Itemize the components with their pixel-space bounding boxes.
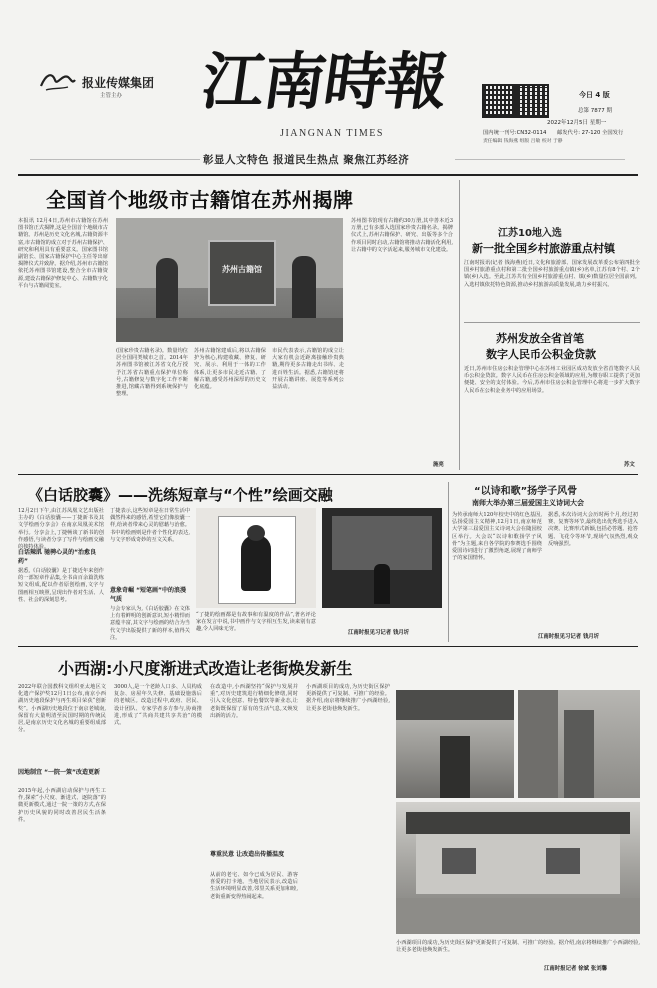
street-house-window-2 [546, 848, 580, 874]
street-sub-1: 因地制宜 “一院一策”改造更新 [18, 769, 100, 776]
right-column-divider [459, 180, 460, 470]
staff-line: 责任编辑 钱海燕 组版 吕敏 校对 于静 [483, 139, 563, 144]
street-byline: 江南时报记者 徐斌 张刘馨 [544, 966, 608, 972]
lead-col-5: 市民代表表示,古籍馆的成立让大家有机会近距离接触珍贵典籍,期待更多古籍走出书库、走进百姓生活。据悉,古籍馆还将开展古籍讲座、展览等系列公益活动。 [272, 348, 344, 391]
lead-col-4: 苏州古籍馆建成后,将以古籍保护为核心,构建收藏、修复、研究、展示、利用于一体的工作体系,让更多市民走近古籍、了解古籍,感受苏州深厚的历史文化底蕴。 [194, 348, 266, 391]
tourism-divider [464, 322, 640, 323]
artwork-head [247, 525, 265, 541]
tourism-body: 江南时报讯(记者 钱海燕)近日,文化和旅游部、国家发展改革委公布第四批全国乡村旅游重点村和第二批全国乡村旅游重点镇(乡)名单,江苏有8个村、2个镇(乡)入选。至此,江苏共有全国乡村旅游重点村、镇(乡)数量位居全国前列。入选村镇依托特色资源,推动乡村旅游高质量发展,助力乡村振兴。 [464, 260, 640, 288]
qr-code-1 [482, 84, 516, 118]
issue-number: 总第 7877 期 [578, 108, 612, 114]
paper-title-en: JIANGNAN TIMES [280, 128, 384, 139]
edition-count: 今日 4 版 [579, 91, 610, 99]
street-pavement [396, 898, 640, 934]
group-name: 报业传媒集团 [82, 76, 155, 90]
artwork-figure [241, 535, 271, 591]
tourism-kicker: 江苏10地入选 [498, 228, 562, 239]
lead-story [18, 178, 453, 470]
issue-date: 2022年12月5日 星期一 [547, 120, 607, 126]
slogan-left-rule [30, 159, 200, 160]
poetry-col-1: 为传承南师大120年校史中的红色基因,弘扬爱国主义精神,12月1日,南京师范大学第三届爱国主义诗词大会在随园校区举行。大会以“以诗和歌扬学子风骨”为主题,来自各学院的参赛选手围绕爱国诗词进行了激烈角逐,展现了南师学子的家国情怀。 [452, 512, 542, 562]
poetry-story [452, 482, 640, 642]
tourism-story [464, 224, 640, 308]
street-col-6: 小西湖项目的成功,为历史街区保护更新提供了可复制、可推广的经验。据介绍,南京将继续推广小西湖经验,让更多老街巷焕发新生。 [306, 684, 390, 712]
street-alley [564, 710, 594, 798]
comic-byline: 江南时报见习记者 钱月圻 [348, 630, 410, 636]
slogan-bar [0, 150, 657, 170]
photo-sign-board [208, 240, 276, 306]
digital-rmb-story [464, 328, 640, 470]
street-caption: 小西湖项目的成功,为历史街区保护更新提供了可复制、可推广的经验。据介绍,南京将继续推广小西湖经验,让更多老街巷焕发新生。 [396, 940, 640, 954]
lead-col-1: 本报讯 12月4日,苏州市古籍馆在苏州图书馆正式揭牌,这是全国首个地级市古籍馆。苏州是历史文化名城,古籍资源丰富,市古籍馆的成立对于苏州古籍保护、研究和利用具有重要意义。国家图书馆副馆长、国家古籍保护中心主任等出席揭牌仪式并致辞。据介绍,苏州市古籍馆依托苏州图书馆建设,整合全市古籍资源,建设古籍保护修复中心、古籍数字化平台与古籍阅览室。 [18, 218, 108, 289]
postal-code: 邮发代号: 27-120 全国发行 [557, 130, 624, 136]
masthead-divider [18, 174, 638, 176]
stage-speaker [374, 564, 390, 604]
slogan-right-rule [455, 159, 625, 160]
comic-col-4: 与会专家认为,《白话胶囊》在文体上有着鲜明的创新意识,短小精悍而意蕴丰富,其文字与绘画的结合为当代文学出版提供了新的样本,值得关注。 [110, 606, 190, 641]
slogan-text: 彰显人文特色 报道民生热点 聚焦江苏经济 [203, 154, 410, 166]
artwork-frame [218, 516, 296, 604]
stage-screen [332, 516, 432, 570]
lead-col-3: (国家珍贵古籍名录)。数量均位居全国同类城市之首。2014年苏州图书馆被江苏省文化厅授予江苏省古籍重点保护单位称号,古籍修复与数字化工作不断推进,馆藏古籍得到系统保护与整理。 [116, 348, 188, 398]
street-photo-2 [518, 690, 640, 798]
poetry-kicker: “以诗和歌”扬学子风骨 [474, 486, 578, 497]
street-col-2: 2015年起,小西湖启动保护与再生工作,探索“小尺度、渐进式、逐院落”的微更新模式,通过一院一策的方式,在保护历史风貌的同时改善居民生活条件。 [18, 788, 106, 823]
masthead [0, 0, 657, 174]
poetry-col-2: 据悉,本次诗词大会历时两个月,经过初赛、复赛等环节,最终选出优秀选手进入决赛。比赛形式新颖,包括必答题、抢答题、飞花令等环节,现场气氛热烈,观众反响强烈。 [548, 512, 638, 547]
qr-code-2 [515, 84, 549, 118]
street-photo-3 [396, 802, 640, 934]
lead-headline: 全国首个地级市古籍馆在苏州揭牌 [46, 188, 354, 212]
tourism-headline: 新一批全国乡村旅游重点村镇 [472, 242, 615, 255]
street-house-window-1 [442, 848, 476, 874]
comic-col-1: 12月2日下午,由江苏凤凰文艺出版社主办的《白话胶囊——丁捷新书及其文学绘画分享会》在南京凤凰美术馆举行。分享会上,丁捷畅谈了新书的创作感悟,与读者分享了写作与绘画交融的独特体验。 [18, 508, 104, 551]
comic-col-5: “了捷的绘画都是有故事和有温度的作品”,著名评论家在发言中说,书中画作与文字相互生发,读来别有意趣,令人回味无穷。 [196, 612, 316, 633]
mid-divider [18, 474, 638, 475]
street-story [18, 650, 640, 975]
group-logo [38, 68, 188, 108]
photo-table [116, 318, 343, 342]
digital-rmb-body: 近日,苏州市住房公积金管理中心在苏州工业园区成功发放全省首笔数字人民币公积金贷款。数字人民币在住房公积金领域的应用,为缴存职工提供了更加便捷、安全的支付体验。今后,苏州市住房公积金管理中心将进一步扩大数字人民币在公积金业务中的应用场景。 [464, 366, 640, 394]
street-col-4: 在改造中,小西湖坚持“保护与发展并重”,对历史建筑进行精细化修缮,同时引入文化创意、特色餐饮等新业态,让老街既保留了原有的生活气息,又焕发出新的活力。 [210, 684, 298, 719]
street-wall-left [518, 690, 558, 798]
digital-rmb-headline-1: 苏州发放全省首笔 [496, 332, 584, 345]
digital-rmb-headline-2: 数字人民币公积金贷款 [486, 348, 596, 361]
street-sub-2: 尊重民意 让改造出传播温度 [210, 851, 285, 858]
street-headline: 小西湖:小尺度渐进式改造让老街焕发新生 [58, 659, 353, 678]
street-photo-1 [396, 690, 514, 798]
poetry-byline: 江南时报见习记者 钱月圻 [538, 634, 600, 640]
street-house-roof [406, 812, 630, 834]
street-doorway [440, 736, 470, 798]
photo-sign-text: 苏州古籍馆 [222, 264, 262, 274]
paper-title: 江南時報 [197, 45, 452, 118]
comic-headline: 《白话胶囊》——洗练短章与“个性”绘画交融 [28, 486, 333, 504]
comic-col-3: 丁捷表示,这些短章是在日常生活中偶然得来的感悟,希望它们像胶囊一样,给读者带来心灵的慰藉与治愈。书中的绘画则是作者个性化的表达,与文字形成奇妙的互文关系。 [110, 508, 190, 543]
street-col-3: 3000人,是一个老龄人口多、人员构成复杂、房屋年久失修、基础设施落后的老城区。改造过程中,政府、居民、设计团队、专家学者多方参与,协商推进,形成了“共商共建共享共治”的模式。 [114, 684, 202, 727]
street-roof [396, 690, 514, 720]
xinhua-script-icon [38, 68, 78, 94]
digital-rmb-byline: 苏文 [624, 462, 635, 468]
poetry-divider [448, 482, 449, 642]
comic-story [18, 478, 443, 640]
comic-sub-2: 意象奇崛 “短笔画”中的浪漫气质 [110, 587, 186, 603]
cn-number: 国内统一刊号:CN32-0114 [483, 130, 547, 136]
street-col-1: 2022年联合国教科文组织亚太地区文化遗产保护奖12月1日公布,南京小西湖历史地段保护与再生项目荣获“创新奖”。小西湖历史地段位于南京老城南,保留有大量明清至民国时期的传统民居,是南京历史文化名城的重要组成部分。 [18, 684, 106, 734]
comic-photo [196, 508, 316, 608]
group-sub: 主管主办 [100, 93, 123, 99]
lead-byline: 施亮 [433, 462, 444, 468]
poetry-headline: 南师大举办第三届爱国主义诗词大会 [472, 499, 584, 507]
lead-photo [116, 218, 343, 342]
lead-col-2: 苏州图书馆现有古籍约30万册,其中善本近3万册,已有多部入选国家珍贵古籍名录。揭牌仪式上,苏州古籍保护、研究、出版等多个合作项目同时启动,古籍馆将推动古籍活化利用,让古籍中的文字活起来,服务城市文化建设。 [351, 218, 453, 253]
comic-col-2: 据悉,《白话胶囊》是丁捷近年来创作的一部短章作品集,全书由百余篇洗练短文组成,配以作者原创绘画,文字与图画相互映照,呈现出作者对生活、人性、社会的深刻思考。 [18, 568, 104, 603]
comic-photo-2 [322, 508, 442, 608]
bottom-divider [18, 646, 638, 647]
comic-sub-1: 白话辣肌 驰骋心灵的“治愈良药” [18, 549, 97, 565]
street-col-5: 从前的老宅、如今已成为居民、游客喜爱的打卡地。当地居民表示,改造后生活环境明显改善,邻里关系更加和睦,老街重新变得热闹起来。 [210, 872, 298, 900]
